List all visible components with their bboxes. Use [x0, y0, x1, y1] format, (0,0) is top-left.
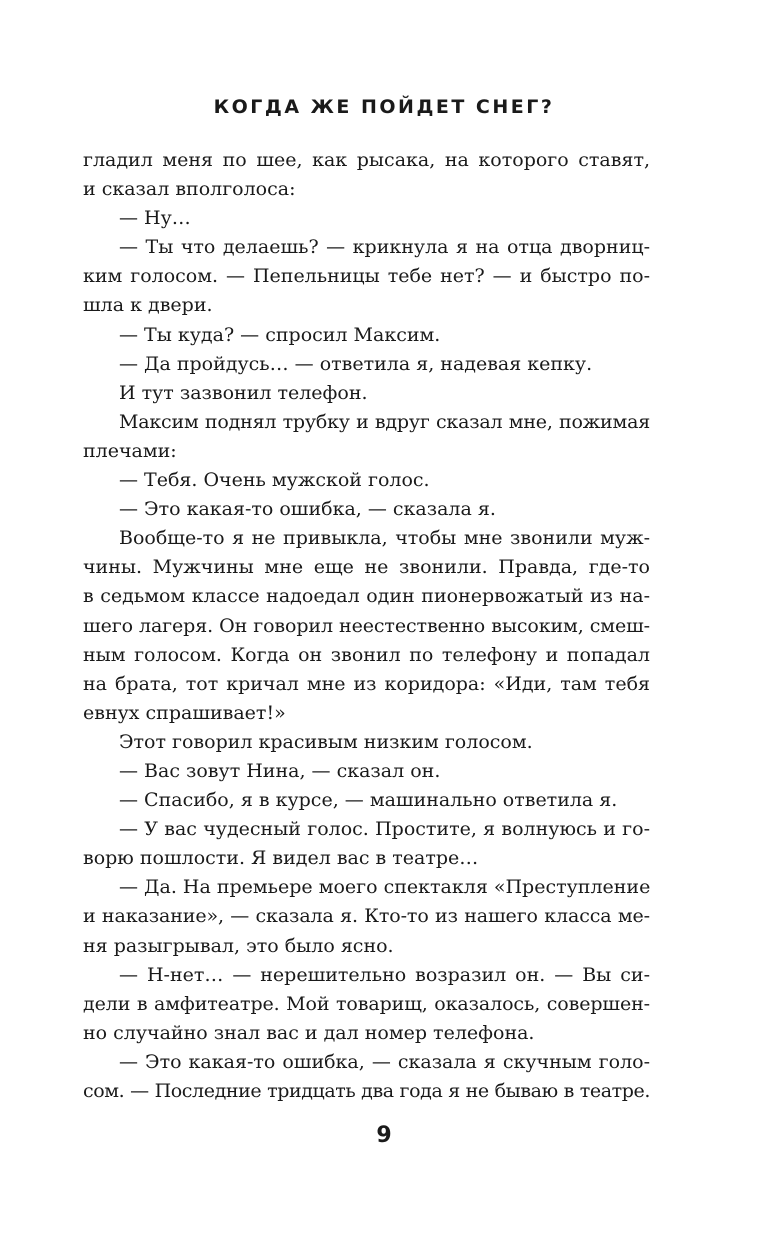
- text-line: — Это какая-то ошибка, — сказала я.: [119, 498, 496, 521]
- text-line: Вообще-то я не привыкла, чтобы мне звонили муж-: [119, 527, 650, 550]
- text-line: — Н-нет… — нерешительно возразил он. — Вы си-: [119, 963, 650, 986]
- text-line: — Вас зовут Нина, — сказал он.: [119, 759, 441, 782]
- text-line: — Ну…: [119, 207, 191, 230]
- text-line: ким голосом. — Пепельницы тебе нет? — и быстро по-: [83, 265, 650, 288]
- text-line: — Да. На премьере моего спектакля «Преступление: [119, 876, 651, 899]
- text-line: — Да пройдусь… — ответила я, надевая кепку.: [119, 352, 593, 375]
- body-text: [83, 146, 650, 1106]
- text-line: и сказал вполголоса:: [83, 178, 296, 201]
- text-line: Максим поднял трубку и вдруг сказал мне, пожимая: [119, 410, 650, 433]
- text-line: И тут зазвонил телефон.: [119, 381, 368, 404]
- text-line: на брата, тот кричал мне из коридора: «Иди, там тебя: [83, 672, 650, 695]
- text-line: Этот говорил красивым низким голосом.: [119, 730, 533, 753]
- text-line: — Спасибо, я в курсе, — машинально ответила я.: [119, 789, 618, 812]
- text-line: шего лагеря. Он говорил неестественно высоким, смеш-: [83, 614, 650, 637]
- page-number: 9: [376, 1123, 392, 1148]
- text-line: — Ты куда? — спросил Максим.: [119, 323, 441, 346]
- text-line: и наказание», — сказала я. Кто-то из нашего класса ме-: [83, 905, 650, 928]
- text-line: — Тебя. Очень мужской голос.: [119, 469, 430, 492]
- text-line: — Ты что делаешь? — крикнула я на отца дворниц-: [119, 236, 650, 259]
- text-line: — Это какая-то ошибка, — сказала я скучным голо-: [119, 1050, 650, 1073]
- text-line: — У вас чудесный голос. Простите, я волнуюсь и го-: [119, 818, 650, 841]
- text-line: гладил меня по шее, как рысака, на которого ставят,: [83, 149, 650, 171]
- text-line: сом. — Последние тридцать два года я не бываю в театре.: [83, 1080, 650, 1102]
- text-line: шла к двери.: [83, 294, 213, 317]
- text-line: плечами:: [83, 439, 177, 462]
- text-line: дели в амфитеатре. Мой товарищ, оказалось, совершен-: [83, 992, 650, 1015]
- text-line: евнух спрашивает!»: [83, 701, 286, 724]
- text-line: в седьмом классе надоедал один пионервожатый из на-: [83, 585, 650, 608]
- text-line: чины. Мужчины мне еще не звонили. Правда, где-то: [83, 556, 650, 579]
- text-line: но случайно знал вас и дал номер телефона.: [83, 1021, 535, 1044]
- text-line: ворю пошлости. Я видел вас в театре…: [83, 847, 479, 870]
- running-header-title: КОГДА ЖЕ ПОЙДЕТ СНЕГ?: [213, 96, 555, 118]
- text-line: ным голосом. Когда он звонил по телефону и попадал: [83, 643, 650, 666]
- text-line: ня разыгрывал, это было ясно.: [83, 934, 394, 957]
